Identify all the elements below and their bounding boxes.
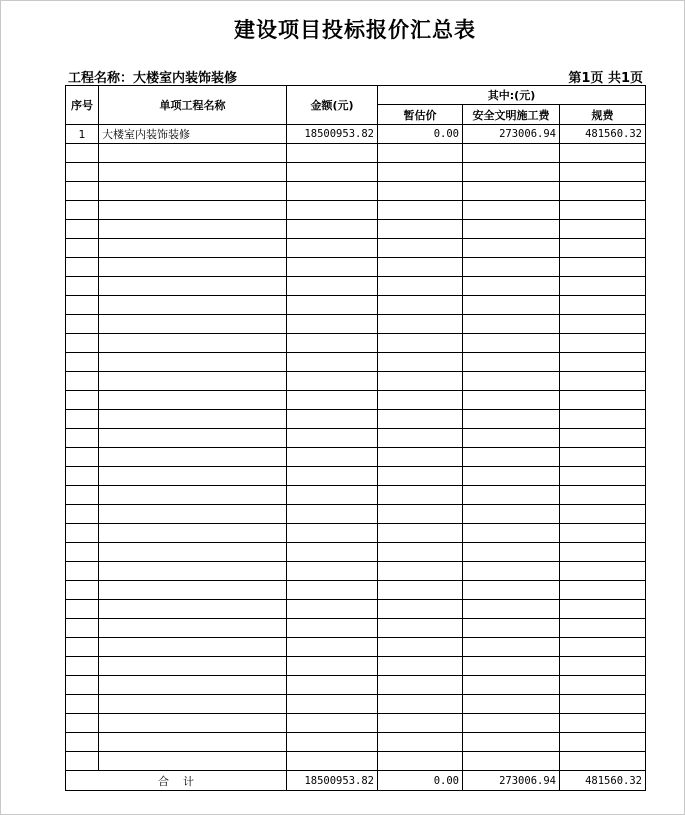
empty-row — [66, 353, 646, 372]
empty-cell — [287, 144, 378, 163]
empty-cell — [99, 714, 287, 733]
cell-amount: 18500953.82 — [287, 125, 378, 144]
empty-cell — [378, 239, 463, 258]
empty-cell — [287, 695, 378, 714]
empty-cell — [378, 410, 463, 429]
empty-cell — [378, 638, 463, 657]
empty-cell — [66, 220, 99, 239]
empty-cell — [99, 600, 287, 619]
empty-row — [66, 429, 646, 448]
empty-cell — [287, 486, 378, 505]
empty-cell — [66, 524, 99, 543]
col-header-safety: 安全文明施工费 — [463, 105, 560, 125]
empty-cell — [378, 182, 463, 201]
empty-cell — [463, 372, 560, 391]
empty-cell — [66, 676, 99, 695]
empty-row — [66, 410, 646, 429]
empty-cell — [560, 619, 646, 638]
total-amount: 18500953.82 — [287, 771, 378, 791]
col-header-fees: 规费 — [560, 105, 646, 125]
empty-cell — [99, 296, 287, 315]
empty-cell — [378, 372, 463, 391]
empty-cell — [99, 524, 287, 543]
empty-cell — [287, 600, 378, 619]
empty-cell — [287, 752, 378, 771]
empty-cell — [463, 239, 560, 258]
empty-cell — [378, 258, 463, 277]
empty-row — [66, 296, 646, 315]
empty-cell — [378, 619, 463, 638]
empty-cell — [99, 619, 287, 638]
empty-row — [66, 524, 646, 543]
empty-cell — [560, 334, 646, 353]
empty-row — [66, 676, 646, 695]
empty-cell — [99, 657, 287, 676]
cell-safety: 273006.94 — [463, 125, 560, 144]
empty-row — [66, 315, 646, 334]
empty-cell — [99, 733, 287, 752]
col-header-seq: 序号 — [66, 86, 99, 125]
empty-cell — [66, 543, 99, 562]
empty-cell — [378, 676, 463, 695]
empty-cell — [287, 581, 378, 600]
empty-cell — [378, 296, 463, 315]
empty-cell — [560, 258, 646, 277]
empty-cell — [560, 163, 646, 182]
empty-cell — [66, 258, 99, 277]
empty-row — [66, 163, 646, 182]
empty-cell — [99, 353, 287, 372]
empty-cell — [463, 562, 560, 581]
empty-cell — [287, 391, 378, 410]
empty-cell — [560, 353, 646, 372]
empty-cell — [99, 486, 287, 505]
empty-cell — [66, 600, 99, 619]
empty-cell — [287, 676, 378, 695]
empty-cell — [99, 429, 287, 448]
empty-cell — [287, 714, 378, 733]
empty-cell — [99, 543, 287, 562]
empty-cell — [287, 410, 378, 429]
cell-seq: 1 — [66, 125, 99, 144]
empty-cell — [378, 486, 463, 505]
empty-cell — [463, 296, 560, 315]
empty-cell — [99, 638, 287, 657]
empty-cell — [560, 657, 646, 676]
empty-row — [66, 733, 646, 752]
empty-cell — [560, 448, 646, 467]
empty-cell — [560, 638, 646, 657]
empty-row — [66, 467, 646, 486]
table-row — [66, 125, 646, 144]
empty-cell — [463, 524, 560, 543]
empty-cell — [560, 733, 646, 752]
empty-cell — [560, 676, 646, 695]
empty-cell — [99, 239, 287, 258]
empty-cell — [378, 524, 463, 543]
project-name: 工程名称：大楼室内装饰装修 — [68, 71, 238, 86]
cell-item-name: 大楼室内装饰装修 — [99, 125, 287, 144]
empty-cell — [66, 334, 99, 353]
empty-row — [66, 505, 646, 524]
empty-cell — [463, 505, 560, 524]
empty-cell — [99, 391, 287, 410]
empty-cell — [287, 733, 378, 752]
empty-cell — [463, 714, 560, 733]
empty-cell — [463, 429, 560, 448]
cell-fees: 481560.32 — [560, 125, 646, 144]
empty-cell — [66, 201, 99, 220]
empty-cell — [66, 182, 99, 201]
total-label: 合 计 — [66, 771, 287, 791]
empty-cell — [66, 486, 99, 505]
empty-cell — [463, 733, 560, 752]
empty-cell — [99, 410, 287, 429]
empty-cell — [66, 277, 99, 296]
empty-row — [66, 486, 646, 505]
empty-cell — [378, 201, 463, 220]
empty-cell — [378, 600, 463, 619]
empty-cell — [66, 714, 99, 733]
empty-cell — [463, 543, 560, 562]
empty-row — [66, 372, 646, 391]
empty-cell — [463, 220, 560, 239]
empty-cell — [463, 353, 560, 372]
empty-cell — [287, 182, 378, 201]
empty-cell — [66, 239, 99, 258]
empty-cell — [287, 315, 378, 334]
empty-cell — [463, 144, 560, 163]
empty-cell — [287, 429, 378, 448]
empty-cell — [378, 277, 463, 296]
empty-cell — [378, 220, 463, 239]
empty-row — [66, 752, 646, 771]
empty-cell — [99, 448, 287, 467]
empty-cell — [99, 182, 287, 201]
empty-row — [66, 220, 646, 239]
empty-cell — [560, 220, 646, 239]
empty-cell — [560, 695, 646, 714]
empty-cell — [463, 619, 560, 638]
empty-cell — [560, 486, 646, 505]
empty-row — [66, 695, 646, 714]
empty-row — [66, 657, 646, 676]
empty-cell — [560, 752, 646, 771]
empty-row — [66, 182, 646, 201]
empty-row — [66, 201, 646, 220]
empty-row — [66, 277, 646, 296]
table-body — [66, 125, 646, 771]
empty-row — [66, 334, 646, 353]
empty-cell — [66, 695, 99, 714]
empty-cell — [463, 258, 560, 277]
empty-cell — [99, 277, 287, 296]
empty-cell — [66, 372, 99, 391]
empty-cell — [560, 429, 646, 448]
empty-cell — [378, 543, 463, 562]
empty-cell — [560, 372, 646, 391]
page-indicator: 第1页 共1页 — [568, 71, 643, 86]
empty-cell — [560, 239, 646, 258]
empty-cell — [66, 448, 99, 467]
empty-cell — [463, 315, 560, 334]
empty-cell — [560, 505, 646, 524]
empty-cell — [66, 733, 99, 752]
empty-cell — [99, 695, 287, 714]
empty-cell — [287, 258, 378, 277]
empty-cell — [66, 429, 99, 448]
empty-cell — [66, 752, 99, 771]
empty-cell — [378, 752, 463, 771]
empty-cell — [560, 543, 646, 562]
empty-cell — [66, 353, 99, 372]
empty-row — [66, 619, 646, 638]
empty-cell — [463, 638, 560, 657]
empty-cell — [287, 524, 378, 543]
empty-cell — [99, 163, 287, 182]
empty-row — [66, 714, 646, 733]
empty-cell — [463, 657, 560, 676]
empty-cell — [287, 220, 378, 239]
empty-cell — [66, 144, 99, 163]
empty-cell — [378, 714, 463, 733]
total-provisional: 0.00 — [378, 771, 463, 791]
col-header-of-which: 其中:(元) — [378, 86, 646, 105]
empty-cell — [99, 258, 287, 277]
empty-cell — [560, 467, 646, 486]
empty-cell — [66, 581, 99, 600]
empty-cell — [99, 315, 287, 334]
empty-cell — [463, 695, 560, 714]
empty-cell — [287, 448, 378, 467]
empty-cell — [463, 334, 560, 353]
empty-cell — [378, 429, 463, 448]
empty-cell — [99, 372, 287, 391]
empty-cell — [463, 467, 560, 486]
empty-cell — [287, 163, 378, 182]
empty-cell — [378, 391, 463, 410]
col-header-amount: 金额(元) — [287, 86, 378, 125]
summary-table — [65, 85, 646, 791]
cell-provisional: 0.00 — [378, 125, 463, 144]
empty-cell — [560, 182, 646, 201]
empty-cell — [463, 448, 560, 467]
empty-cell — [378, 581, 463, 600]
empty-cell — [378, 733, 463, 752]
empty-row — [66, 258, 646, 277]
empty-cell — [560, 144, 646, 163]
empty-cell — [378, 448, 463, 467]
empty-cell — [99, 467, 287, 486]
empty-cell — [99, 581, 287, 600]
empty-row — [66, 600, 646, 619]
empty-cell — [463, 277, 560, 296]
empty-row — [66, 638, 646, 657]
empty-cell — [66, 391, 99, 410]
empty-cell — [378, 334, 463, 353]
empty-cell — [560, 315, 646, 334]
empty-cell — [99, 676, 287, 695]
empty-cell — [463, 581, 560, 600]
empty-cell — [560, 296, 646, 315]
empty-cell — [287, 467, 378, 486]
empty-row — [66, 448, 646, 467]
empty-cell — [99, 220, 287, 239]
empty-cell — [66, 638, 99, 657]
empty-row — [66, 562, 646, 581]
empty-cell — [287, 353, 378, 372]
empty-cell — [378, 353, 463, 372]
total-fees: 481560.32 — [560, 771, 646, 791]
empty-cell — [99, 752, 287, 771]
empty-cell — [66, 410, 99, 429]
header-row-1 — [66, 86, 646, 105]
col-header-provisional: 暂估价 — [378, 105, 463, 125]
empty-cell — [287, 562, 378, 581]
empty-cell — [287, 201, 378, 220]
empty-cell — [463, 201, 560, 220]
empty-cell — [378, 657, 463, 676]
empty-cell — [378, 695, 463, 714]
empty-cell — [560, 581, 646, 600]
empty-cell — [463, 676, 560, 695]
empty-cell — [287, 296, 378, 315]
empty-cell — [287, 505, 378, 524]
empty-cell — [66, 619, 99, 638]
empty-row — [66, 543, 646, 562]
empty-cell — [378, 562, 463, 581]
empty-cell — [99, 562, 287, 581]
total-safety: 273006.94 — [463, 771, 560, 791]
col-header-item-name: 单项工程名称 — [99, 86, 287, 125]
empty-cell — [287, 619, 378, 638]
empty-cell — [378, 144, 463, 163]
empty-cell — [463, 182, 560, 201]
empty-row — [66, 144, 646, 163]
empty-cell — [66, 315, 99, 334]
empty-cell — [99, 505, 287, 524]
empty-cell — [66, 163, 99, 182]
empty-cell — [99, 144, 287, 163]
empty-cell — [378, 315, 463, 334]
empty-cell — [560, 201, 646, 220]
empty-cell — [66, 467, 99, 486]
empty-cell — [378, 505, 463, 524]
empty-cell — [66, 505, 99, 524]
empty-cell — [463, 600, 560, 619]
empty-cell — [287, 372, 378, 391]
empty-row — [66, 391, 646, 410]
empty-cell — [287, 657, 378, 676]
empty-cell — [287, 638, 378, 657]
empty-cell — [287, 543, 378, 562]
empty-cell — [378, 163, 463, 182]
empty-row — [66, 581, 646, 600]
empty-cell — [560, 562, 646, 581]
empty-cell — [99, 201, 287, 220]
empty-cell — [287, 239, 378, 258]
empty-cell — [287, 277, 378, 296]
total-row — [66, 771, 646, 791]
empty-cell — [378, 467, 463, 486]
empty-cell — [66, 657, 99, 676]
empty-cell — [66, 296, 99, 315]
empty-row — [66, 239, 646, 258]
empty-cell — [560, 391, 646, 410]
empty-cell — [560, 600, 646, 619]
empty-cell — [66, 562, 99, 581]
empty-cell — [463, 391, 560, 410]
empty-cell — [463, 752, 560, 771]
empty-cell — [560, 524, 646, 543]
empty-cell — [560, 714, 646, 733]
empty-cell — [560, 277, 646, 296]
empty-cell — [463, 163, 560, 182]
empty-cell — [287, 334, 378, 353]
empty-cell — [99, 334, 287, 353]
empty-cell — [560, 410, 646, 429]
page-title: 建设项目投标报价汇总表 — [234, 18, 476, 42]
empty-cell — [463, 410, 560, 429]
empty-cell — [463, 486, 560, 505]
